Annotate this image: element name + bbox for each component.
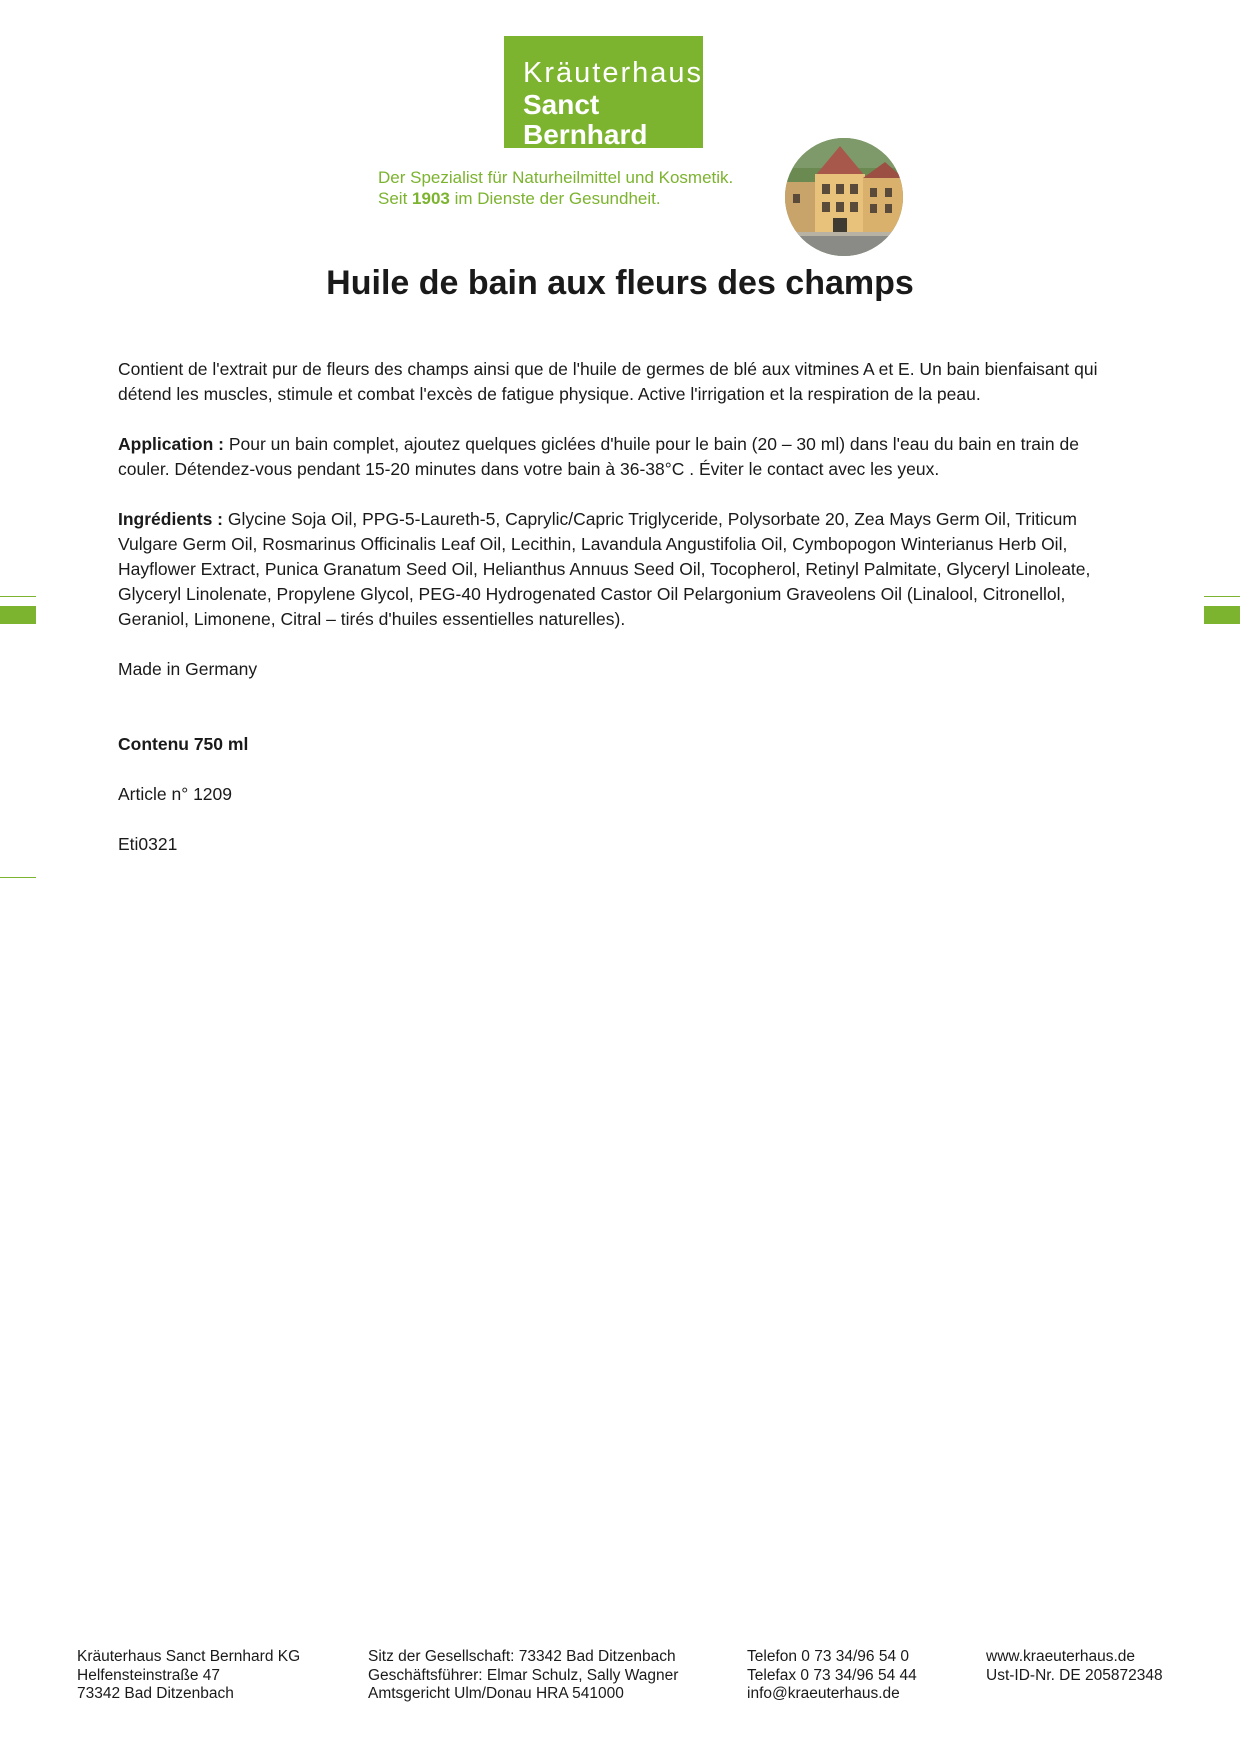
ingredients-text: Glycine Soja Oil, PPG-5-Laureth-5, Caprylic/Capric Triglyceride, Polysorbate 20, Zea Mays Germ Oil, Triticum Vulgare Germ Oil, Rosmarinus Officinalis Leaf Oil, Lecithin, Lavandula Angustifolia Oil, Cymbopogon Winterianus Herb Oil, Hayflower Extract, Punica Granatum Seed Oil, Helianthus Annuus Seed Oil, Tocopherol, Retinyl Palmitate, Glyceryl Linoleate, Glyceryl Linolenate, Propylene Glycol, PEG-40 Hydrogenated Castor Oil Pelargonium Graveolens Oil (Linalool, Citronellol, Geraniol, Limonene, Citral – tirés d'huiles essentielles naturelles). — [118, 509, 1091, 629]
footer-company — [77, 1648, 300, 1704]
footer-phone: Telefon 0 73 34/96 54 0 — [747, 1648, 910, 1665]
application-paragraph — [118, 432, 1118, 482]
slogan-prefix: Seit — [378, 189, 413, 208]
article-number: Article n° 1209 — [118, 784, 233, 804]
footer-company-name: Kräuterhaus Sanct Bernhard KG — [77, 1648, 301, 1665]
origin: Made in Germany — [118, 659, 258, 679]
footer-web — [986, 1648, 1163, 1685]
footer-fax: Telefax 0 73 34/96 54 44 — [747, 1666, 917, 1684]
slogan-line-2 — [378, 188, 733, 209]
footer-city: 73342 Bad Ditzenbach — [77, 1685, 234, 1702]
footer-street: Helfensteinstraße 47 — [77, 1666, 221, 1684]
footer-legal — [368, 1648, 678, 1704]
logo-line-2: Sanct Bernhard — [523, 89, 648, 150]
label-code: Eti0321 — [118, 834, 178, 854]
footer-contact — [747, 1648, 917, 1704]
slogan-line-1: Der Spezialist für Naturheilmittel und Kosmetik. — [378, 168, 734, 187]
fold-mark-right-top — [1204, 596, 1240, 597]
footer-email[interactable]: info@kraeuterhaus.de — [747, 1685, 900, 1702]
footer-website[interactable]: www.kraeuterhaus.de — [986, 1648, 1136, 1665]
slogan — [378, 167, 733, 209]
fold-mark-right — [1204, 606, 1240, 624]
application-label: Application : — [118, 434, 224, 454]
application-text: Pour un bain complet, ajoutez quelques giclées d'huile pour le bain (20 – 30 ml) dans l'eau du bain en train de couler. Détendez-vous pendant 15-20 minutes dans votre bain à 36-38°C . Éviter le contact avec les yeux. — [118, 434, 1079, 479]
product-description — [118, 357, 1118, 857]
page-title: Huile de bain aux fleurs des champs — [326, 264, 914, 302]
footer-vat-id: Ust-ID-Nr. DE 205872348 — [986, 1666, 1163, 1684]
contents — [118, 732, 1118, 757]
ingredients-paragraph — [118, 507, 1118, 632]
fold-mark-left — [0, 606, 36, 624]
slogan-year: 1903 — [412, 189, 450, 208]
fold-mark-left-top — [0, 596, 36, 597]
brand-logo — [504, 36, 703, 148]
intro-paragraph: Contient de l'extrait pur de fleurs des champs ainsi que de l'huile de germes de blé aux vitmines A et E. Un bain bienfaisant qui détend les muscles, stimule et combat l'excès de fatigue physique. Active l'irrigation et la respiration de la peau. — [118, 359, 1098, 404]
footer-seat: Sitz der Gesellschaft: 73342 Bad Ditzenbach — [368, 1648, 676, 1665]
ingredients-label: Ingrédients : — [118, 509, 224, 529]
footer-managers: Geschäftsführer: Elmar Schulz, Sally Wagner — [368, 1666, 679, 1684]
logo-line-1: Kräuterhaus — [523, 57, 703, 89]
contents-label: Contenu 750 ml — [118, 734, 249, 754]
fold-mark-left-bottom — [0, 877, 36, 878]
footer-register: Amtsgericht Ulm/Donau HRA 541000 — [368, 1685, 624, 1702]
building-photo — [785, 138, 903, 256]
slogan-suffix: im Dienste der Gesundheit. — [449, 189, 661, 208]
